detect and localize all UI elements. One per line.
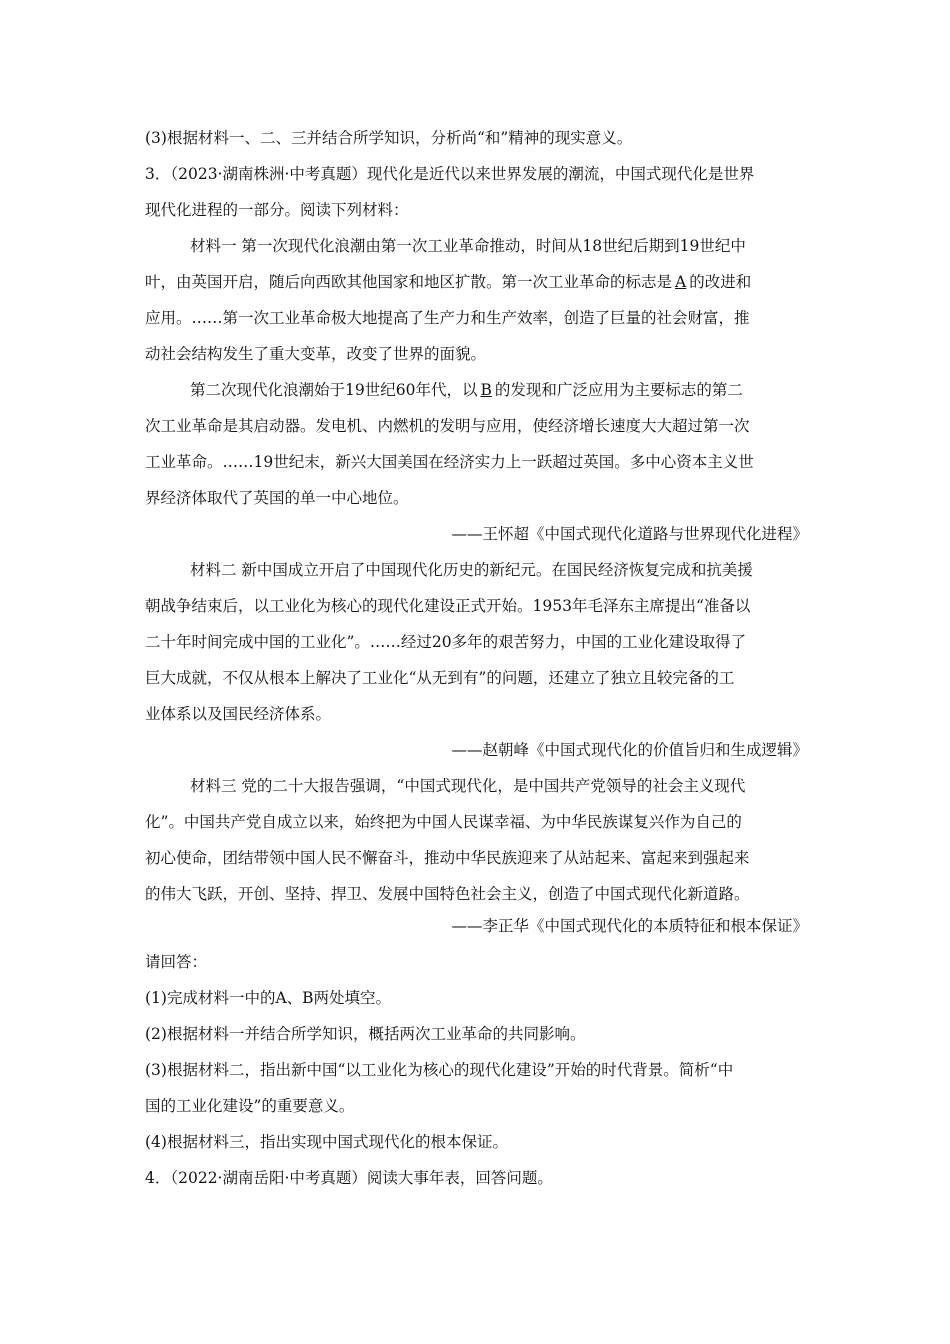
material-3-source: ——李正华《中国式现代化的本质特征和根本保证》: [451, 917, 808, 935]
material-2-line-2: 朝战争结束后，以工业化为核心的现代化建设正式开始。1953年毛泽东主席提出“准备以: [145, 597, 751, 615]
material-2-line-3: 二十年时间完成中国的工业化”。……经过20多年的艰苦努力，中国的工业化建设取得了: [145, 633, 747, 651]
material-1-para-2-line-1: [190, 379, 743, 401]
material-1-para-2-line-2: 次工业革命是其启动器。发电机、内燃机的发明与应用，使经济增长速度大大超过第一次: [145, 417, 750, 435]
material-1-para-2-post: 的发现和广泛应用为主要标志的第二: [494, 381, 743, 399]
material-3-line-1: 材料三 党的二十大报告强调，“中国式现代化，是中国共产党领导的社会主义现代: [190, 777, 746, 795]
material-1-para-2-pre: 第二次现代化浪潮始于19世纪60年代，以: [190, 381, 478, 399]
question-3-sub-1: (1)完成材料一中的A、B两处填空。: [145, 989, 392, 1007]
material-2-line-4: 巨大成就，不仅从根本上解决了工业化“从无到有”的问题，还建立了独立且较完备的工: [145, 669, 735, 687]
material-3-line-2: 化”。中国共产党自成立以来，始终把为中国人民谋幸福、为中华民族谋复兴作为自己的: [145, 813, 742, 831]
blank-a: A: [675, 273, 687, 291]
material-2-source: ——赵朝峰《中国式现代化的价值旨归和生成逻辑》: [451, 741, 808, 759]
question-2-sub-3: (3)根据材料一、二、三并结合所学知识，分析尚“和”精神的现实意义。: [145, 129, 633, 147]
material-1-line-2: [145, 271, 751, 293]
question-3-stem-line-2: 现代化进程的一部分。阅读下列材料：: [145, 201, 409, 219]
material-1-line-2-post: 的改进和: [689, 273, 752, 291]
material-3-line-3: 初心使命，团结带领中国人民不懈奋斗，推动中华民族迎来了从站起来、富起来到强起来: [145, 849, 750, 867]
question-3-stem-line-1: 3．（2023·湖南株洲·中考真题）现代化是近代以来世界发展的潮流，中国式现代化是世界: [145, 165, 755, 183]
material-1-para-2-line-3: 工业革命。……19世纪末，新兴大国美国在经济实力上一跃超过英国。多中心资本主义世: [145, 453, 754, 471]
question-3-sub-3-line-2: 国的工业化建设”的重要意义。: [145, 1097, 355, 1115]
material-2-line-5: 业体系以及国民经济体系。: [145, 705, 332, 723]
answer-prompt: 请回答：: [145, 953, 208, 971]
material-1-line-4: 动社会结构发生了重大变革，改变了世界的面貌。: [145, 345, 487, 363]
material-1-line-2-pre: 叶，由英国开启，随后向西欧其他国家和地区扩散。第一次工业革命的标志是: [145, 273, 673, 291]
material-3-line-4: 的伟大飞跃，开创、坚持、捍卫、发展中国特色社会主义，创造了中国式现代化新道路。: [145, 885, 750, 903]
question-3-sub-2: (2)根据材料一并结合所学知识，概括两次工业革命的共同影响。: [145, 1025, 586, 1043]
material-1-line-1: 材料一 第一次现代化浪潮由第一次工业革命推动，时间从18世纪后期到19世纪中: [190, 237, 746, 255]
material-2-line-1: 材料二 新中国成立开启了中国现代化历史的新纪元。在国民经济恢复完成和抗美援: [190, 561, 753, 579]
question-4-stem: 4．（2022·湖南岳阳·中考真题）阅读大事年表，回答问题。: [145, 1169, 553, 1187]
material-1-para-2-line-4: 界经济体取代了英国的单一中心地位。: [145, 489, 409, 507]
material-1-line-3: 应用。……第一次工业革命极大地提高了生产力和生产效率，创造了巨量的社会财富，推: [145, 309, 750, 327]
material-1-source: ——王怀超《中国式现代化道路与世界现代化进程》: [451, 525, 808, 543]
question-3-sub-3-line-1: (3)根据材料二，指出新中国“以工业化为核心的现代化建设”开始的时代背景。简析“中: [145, 1061, 734, 1079]
question-3-sub-4: (4)根据材料三，指出实现中国式现代化的根本保证。: [145, 1133, 508, 1151]
blank-b: B: [480, 381, 492, 399]
